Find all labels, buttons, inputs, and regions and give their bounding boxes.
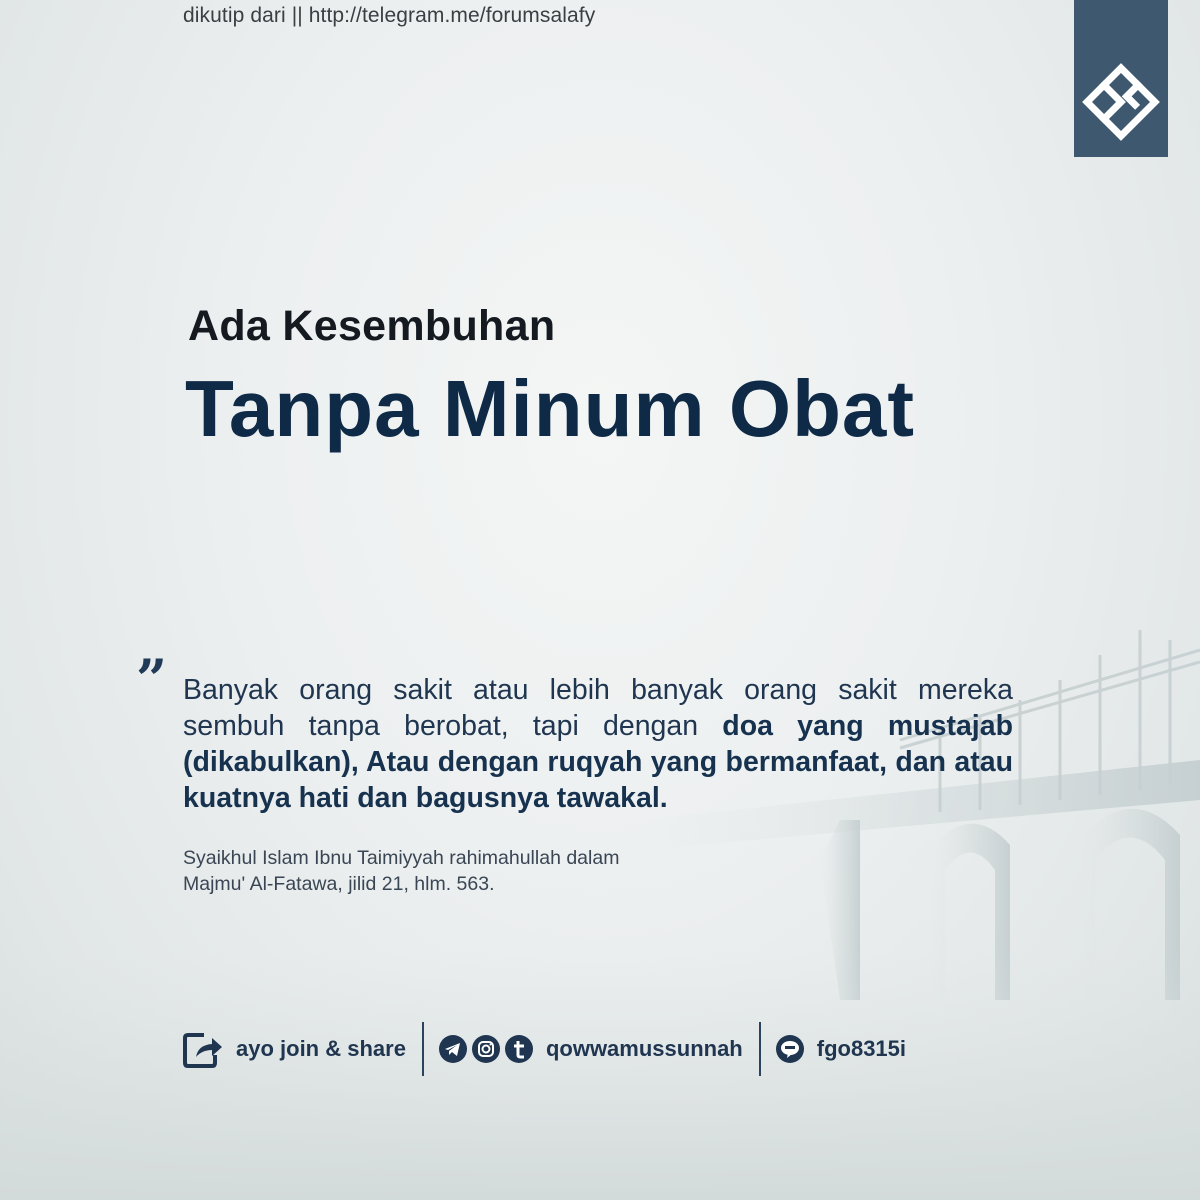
source-line-1: Syaikhul Islam Ibnu Taimiyyah rahimahullah dalam	[183, 847, 620, 869]
quote-emphasis-text: doa yang mustajab (dikabulkan), Atau dengan ruqyah yang bermanfaat, dan atau kuatnya hati dan bagusnya tawakal.	[183, 710, 1013, 814]
page-title: Tanpa Minum Obat	[185, 364, 916, 453]
logo-badge	[1074, 0, 1168, 157]
footer-divider	[422, 1022, 424, 1076]
tumblr-icon[interactable]	[504, 1034, 534, 1064]
share-label: ayo join & share	[236, 1036, 406, 1061]
line-icon[interactable]	[775, 1034, 805, 1064]
telegram-icon[interactable]	[438, 1034, 468, 1064]
footer-bar	[182, 1022, 906, 1076]
social-group[interactable]	[438, 1034, 743, 1064]
quote-mark-icon: ”	[136, 647, 168, 711]
footer-divider	[759, 1022, 761, 1076]
subtitle: Ada Kesembuhan	[188, 302, 556, 350]
instagram-icon[interactable]	[471, 1034, 501, 1064]
quote-plain-text: Banyak orang sakit atau lebih banyak orang sakit mereka sembuh tanpa berobat, tapi dengan	[183, 674, 1013, 742]
share-icon	[182, 1029, 224, 1069]
line-id: fgo8315i	[816, 1036, 907, 1061]
qowwamussunnah-logo-icon	[1074, 0, 1168, 157]
source-line-2: Majmu' Al-Fatawa, jilid 21, hlm. 563.	[183, 873, 495, 895]
quote-text	[183, 672, 1013, 816]
quote-source	[183, 845, 619, 897]
social-handle: qowwamussunnah	[545, 1036, 743, 1061]
share-group[interactable]	[182, 1029, 406, 1069]
source-credit: dikutip dari || http://telegram.me/forumsalafy	[183, 4, 596, 27]
line-group[interactable]	[775, 1034, 906, 1064]
